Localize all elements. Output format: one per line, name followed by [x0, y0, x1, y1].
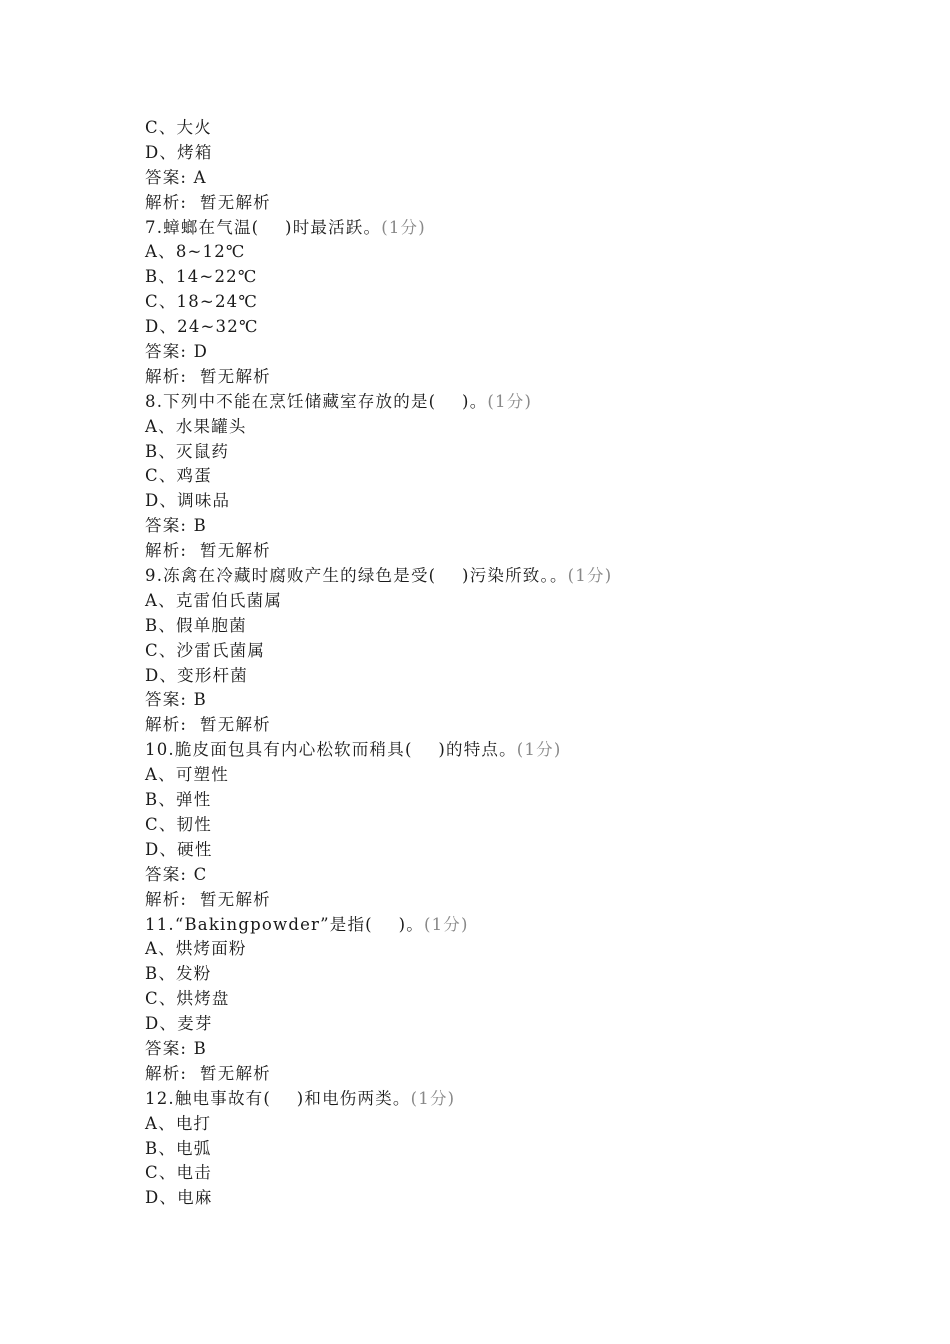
option-a: A、8~12℃	[145, 242, 246, 262]
question-stem	[145, 564, 905, 589]
option-c: C、鸡蛋	[145, 466, 212, 486]
question-text: 7.蟑螂在气温( )时最活跃。	[145, 217, 382, 237]
option-b: B、假单胞菌	[145, 615, 247, 635]
option-c: C、电击	[145, 1163, 212, 1183]
option-d: D、麦芽	[145, 1014, 213, 1034]
option-c: C、烘烤盘	[145, 989, 230, 1009]
analysis-line: 解析: 暂无解析	[145, 192, 271, 212]
analysis-line: 解析: 暂无解析	[145, 541, 271, 561]
option-c: C、沙雷氏菌属	[145, 640, 266, 660]
question-score: (1分)	[487, 391, 533, 411]
analysis-line: 解析: 暂无解析	[145, 889, 271, 909]
option-b: B、弹性	[145, 790, 212, 810]
question-score: (1分)	[381, 217, 426, 237]
question-text: 12.触电事故有( )和电伤两类。	[145, 1088, 411, 1108]
question-score: (1分)	[423, 914, 469, 934]
question-text: 9.冻禽在冷藏时腐败产生的绿色是受( )污染所致。。	[145, 566, 568, 586]
question-text: 11.“Bakingpowder”是指( )。	[145, 914, 424, 934]
question-stem	[145, 216, 905, 241]
question-score: (1分)	[516, 740, 562, 760]
question-score: (1分)	[567, 566, 613, 586]
option-a: A、水果罐头	[145, 416, 247, 436]
option-a: A、电打	[145, 1113, 212, 1133]
answer-line: 答案: D	[145, 342, 209, 362]
option-c: C、18~24℃	[145, 292, 258, 312]
question-stem	[145, 913, 905, 938]
analysis-line: 解析: 暂无解析	[145, 1063, 271, 1083]
question-text: 8.下列中不能在烹饪储藏室存放的是( )。	[145, 391, 488, 411]
question-stem	[145, 738, 905, 763]
exam-document	[145, 116, 905, 1211]
option-d: D、调味品	[145, 491, 231, 511]
option-b: B、14~22℃	[145, 267, 258, 287]
analysis-line: 解析: 暂无解析	[145, 366, 271, 386]
question-stem	[145, 390, 905, 415]
option-a: A、可塑性	[145, 765, 229, 785]
question-text: 10.脆皮面包具有内心松软而稍具( )的特点。	[145, 740, 517, 760]
question-stem	[145, 1087, 905, 1112]
question-score: (1分)	[410, 1088, 456, 1108]
option-a: A、克雷伯氏菌属	[145, 590, 283, 610]
option-c: C、大火	[145, 118, 212, 137]
analysis-line: 解析: 暂无解析	[145, 715, 271, 735]
answer-line: 答案: B	[145, 1038, 207, 1058]
option-b: B、发粉	[145, 964, 212, 984]
option-c: C、韧性	[145, 814, 212, 834]
option-d: D、24~32℃	[145, 317, 259, 337]
answer-line: 答案: B	[145, 516, 207, 536]
option-d: D、电麻	[145, 1188, 213, 1208]
option-d: D、烤箱	[145, 142, 213, 162]
answer-line: 答案: C	[145, 864, 208, 884]
option-b: B、电弧	[145, 1138, 212, 1158]
answer-line: 答案: B	[145, 690, 207, 710]
answer-line: 答案: A	[145, 167, 207, 187]
option-d: D、硬性	[145, 839, 213, 859]
option-b: B、灭鼠药	[145, 441, 230, 461]
option-d: D、变形杆菌	[145, 665, 248, 685]
option-a: A、烘烤面粉	[145, 939, 247, 959]
